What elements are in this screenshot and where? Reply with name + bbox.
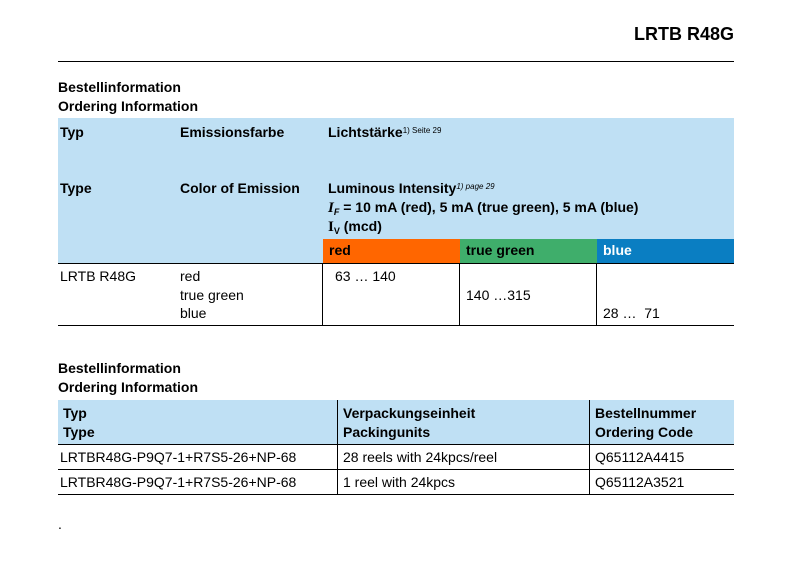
row-color-red: red [180, 268, 201, 284]
luminous-intensity-table [58, 118, 734, 326]
table1-divider-1 [322, 264, 323, 325]
row1-type: LRTBR48G-P9Q7-1+R7S5-26+NP-68 [60, 449, 297, 465]
table2-divider-1 [337, 400, 338, 494]
table2-row-rule [58, 469, 734, 470]
header-typ-de: Typ [60, 124, 84, 140]
table2-divider-2 [589, 400, 590, 494]
section2-title-de: Bestellinformation [58, 360, 181, 376]
row1-ordering-code: Q65112A4415 [595, 449, 685, 465]
footer-mark: . [58, 516, 62, 532]
header-luminous-de: Lichtstärke$^{1) Seite 29}$ [328, 124, 442, 140]
table2-header-rule [58, 444, 734, 445]
row-color-green: true green [180, 287, 244, 303]
header-cell-true-green: true green [460, 239, 597, 263]
table2-bottom-rule [58, 494, 734, 495]
section1-title-de: Bestellinformation [58, 79, 181, 95]
table1-divider-3 [596, 264, 597, 325]
header-cell-blue: blue [597, 239, 734, 263]
value-red: 63 … 140 [335, 268, 396, 284]
row1-packing: 28 reels with 24kpcs/reel [343, 449, 498, 465]
header-packing: Verpackungseinheit Packingunits [343, 405, 476, 440]
row-type: LRTB R48G [60, 268, 136, 284]
row2-packing: 1 reel with 24kpcs [343, 474, 456, 490]
test-condition: $I_F = 10$ mA (red), 5 mA (true green), 5 mA (blue) [328, 199, 639, 217]
section1-title-en: Ordering Information [58, 98, 198, 114]
document-title: LRTB R48G [633, 24, 734, 44]
value-true-green: 140 …315 [466, 287, 531, 303]
table1-header-rule [58, 263, 734, 264]
header-emission-de: Emissionsfarbe [180, 124, 285, 140]
row-color-blue: blue [180, 305, 207, 321]
ordering-table [58, 400, 734, 495]
value-blue: 28 … 71 [603, 305, 660, 321]
header-typ: Typ Type [63, 405, 95, 440]
header-ordering-code: Bestellnummer Ordering Code [595, 405, 697, 440]
row2-type: LRTBR48G-P9Q7-1+R7S5-26+NP-68 [60, 474, 297, 490]
header-luminous-en: Luminous Intensity$^{1) page 29}$ [328, 180, 495, 196]
table1-bottom-rule [58, 325, 734, 326]
row2-ordering-code: Q65112A3521 [595, 474, 685, 490]
header-type-en: Type [60, 180, 92, 196]
table1-divider-2 [459, 264, 460, 325]
section2-title-en: Ordering Information [58, 379, 198, 395]
title-rule [58, 61, 734, 62]
header-emission-en: Color of Emission [180, 180, 300, 196]
intensity-unit: $I_V$ (mcd) [328, 218, 382, 236]
header-cell-red: red [323, 239, 460, 263]
